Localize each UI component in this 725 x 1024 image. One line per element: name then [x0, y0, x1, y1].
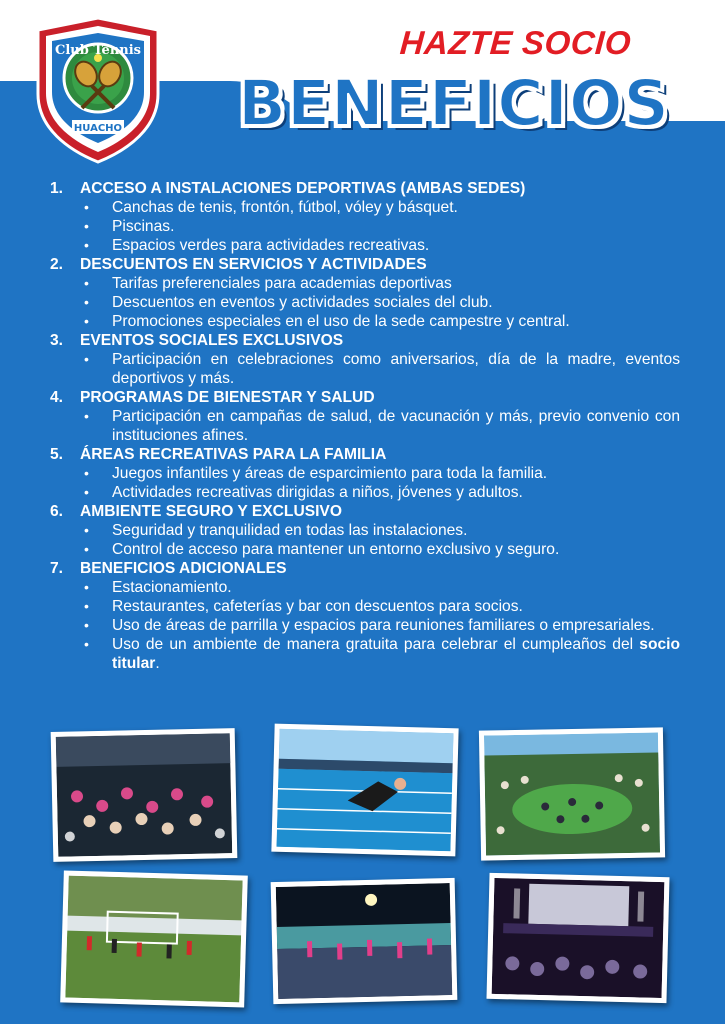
section-number: 2.	[50, 256, 64, 273]
logo-club-city: HUACHO	[73, 123, 123, 134]
section-title	[50, 502, 680, 521]
list-item	[50, 635, 680, 673]
club-logo	[32, 16, 164, 164]
section-number: 5.	[50, 446, 64, 463]
list-item-text: Juegos infantiles y áreas de esparcimiento para toda la familia.	[112, 465, 548, 482]
list-item-text: Tarifas preferenciales para academias deportivas	[112, 275, 452, 292]
section-number: 3.	[50, 332, 64, 349]
list-item-text: Restaurantes, cafeterías y bar con descuentos para socios.	[112, 598, 523, 615]
bullet-icon: •	[84, 218, 89, 234]
bullet-icon: •	[84, 522, 89, 538]
section-number: 7.	[50, 560, 64, 577]
list-item	[50, 274, 680, 293]
list-item	[50, 540, 680, 559]
bullet-icon: •	[84, 351, 89, 367]
photo-concert	[486, 873, 669, 1003]
photo-swimming	[271, 724, 458, 857]
section-title	[50, 331, 680, 350]
list-item-text: Estacionamiento.	[112, 579, 232, 596]
section-number: 4.	[50, 389, 64, 406]
list-item-text: Actividades recreativas dirigidas a niños, jóvenes y adultos.	[112, 484, 523, 501]
list-item-text: Uso de áreas de parrilla y espacios para reuniones familiares o empresariales.	[112, 617, 655, 634]
list-item-text-suffix: .	[155, 655, 160, 672]
section-title-text: EVENTOS SOCIALES EXCLUSIVOS	[80, 332, 344, 349]
page-title: BENEFICIOS	[238, 67, 670, 140]
list-item	[50, 350, 680, 388]
bullet-icon: •	[84, 484, 89, 500]
photo-amphitheater	[479, 727, 665, 860]
section-title	[50, 388, 680, 407]
section-title-text: BENEFICIOS ADICIONALES	[80, 560, 287, 577]
list-item	[50, 407, 680, 445]
bullet-icon: •	[84, 313, 89, 329]
list-item	[50, 578, 680, 597]
photo-football	[60, 870, 248, 1007]
kicker-hazte-socio: HAZTE SOCIO	[398, 24, 633, 61]
section-title	[50, 255, 680, 274]
section-title-text: ACCESO A INSTALACIONES DEPORTIVAS (AMBAS SEDES)	[80, 180, 526, 197]
section-title	[50, 559, 680, 578]
bullet-icon: •	[84, 408, 89, 424]
photo-night-dance	[271, 878, 458, 1004]
list-item	[50, 293, 680, 312]
list-item-text-prefix: Uso de un ambiente de manera gratuita para celebrar el cumpleaños del	[112, 636, 640, 653]
bullet-icon: •	[84, 617, 89, 633]
section-number: 6.	[50, 503, 64, 520]
bullet-icon: •	[84, 275, 89, 291]
list-item-text: Descuentos en eventos y actividades sociales del club.	[112, 294, 493, 311]
bullet-icon: •	[84, 465, 89, 481]
photo-crowd-event	[51, 728, 238, 862]
list-item-text: Promociones especiales en el uso de la sede campestre y central.	[112, 313, 570, 330]
bullet-icon: •	[84, 636, 89, 652]
list-item	[50, 616, 680, 635]
section-title-text: AMBIENTE SEGURO Y EXCLUSIVO	[80, 503, 342, 520]
section-title-text: ÁREAS RECREATIVAS PARA LA FAMILIA	[80, 446, 387, 463]
list-item	[50, 312, 680, 331]
logo-club-name: Club Tennis	[55, 43, 141, 58]
bullet-icon: •	[84, 541, 89, 557]
bullet-icon: •	[84, 579, 89, 595]
list-item	[50, 597, 680, 616]
list-item	[50, 464, 680, 483]
bullet-icon: •	[84, 199, 89, 215]
list-item-text-bold: socio titular	[112, 636, 680, 672]
list-item-text	[112, 635, 680, 673]
bullet-icon: •	[84, 598, 89, 614]
list-item-text: Participación en campañas de salud, de vacunación y más, previo convenio con instituciones afines.	[112, 408, 680, 444]
list-item-text: Participación en celebraciones como aniversarios, día de la madre, eventos deportivos y más.	[112, 351, 680, 387]
list-item	[50, 198, 680, 217]
list-item-text: Seguridad y tranquilidad en todas las instalaciones.	[112, 522, 468, 539]
section-title-text: DESCUENTOS EN SERVICIOS Y ACTIVIDADES	[80, 256, 427, 273]
list-item	[50, 217, 680, 236]
bullet-icon: •	[84, 237, 89, 253]
section-title	[50, 445, 680, 464]
section-title-text: PROGRAMAS DE BIENESTAR Y SALUD	[80, 389, 375, 406]
list-item-text: Canchas de tenis, frontón, fútbol, vóley y básquet.	[112, 199, 458, 216]
list-item	[50, 483, 680, 502]
list-item	[50, 521, 680, 540]
section-title	[50, 179, 680, 198]
list-item	[50, 236, 680, 255]
bullet-icon: •	[84, 294, 89, 310]
list-item-text: Control de acceso para mantener un entorno exclusivo y seguro.	[112, 541, 560, 558]
list-item-text: Piscinas.	[112, 218, 175, 235]
section-number: 1.	[50, 180, 64, 197]
benefits-list	[50, 179, 680, 673]
list-item-text: Espacios verdes para actividades recreativas.	[112, 237, 430, 254]
